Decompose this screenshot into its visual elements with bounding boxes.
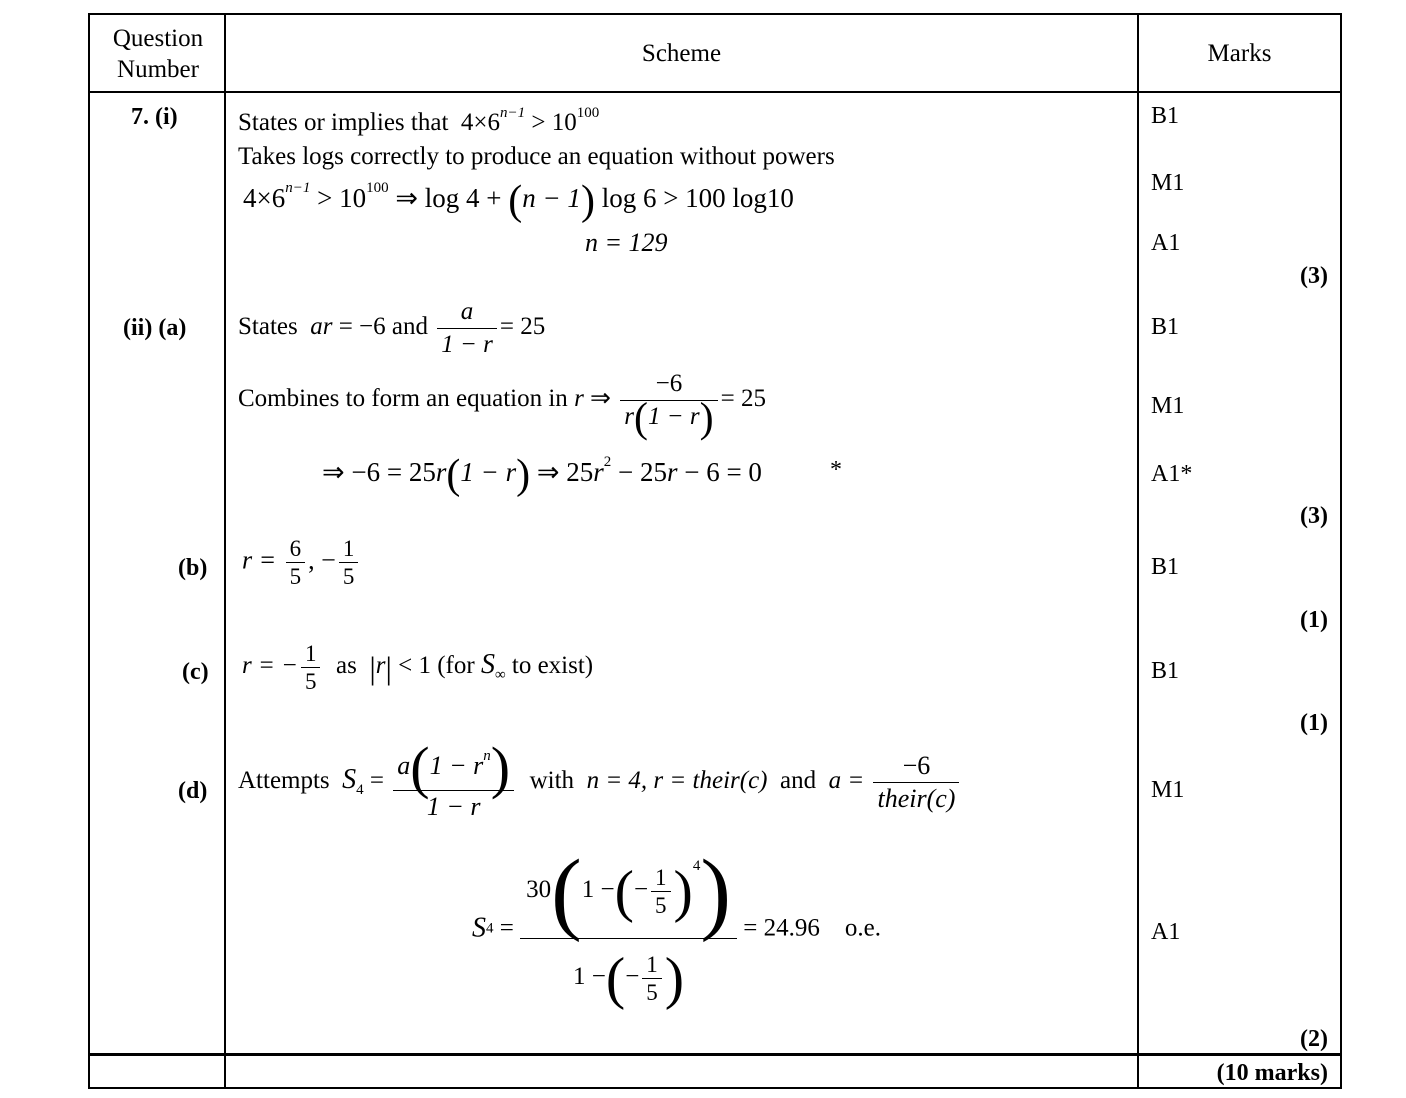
question-label-7iid: (d) (178, 778, 208, 804)
scheme-7i-states (238, 105, 600, 138)
scheme-7i-log-inequality (243, 177, 794, 224)
math-s4-eq: = (499, 914, 514, 942)
math-eq-d: − 6 = 0 (677, 457, 762, 487)
math-s: S (480, 649, 495, 681)
header-marks: Marks (1207, 40, 1272, 67)
scheme-7iid-s4-result (472, 842, 881, 1015)
math-ineq-lhs: 4×6 (460, 109, 500, 136)
total-7iib: (1) (1300, 607, 1328, 633)
math-log-rhs-b: n − 1 (522, 183, 581, 213)
math-log-rhs-a: ⇒ log 4 + (388, 183, 509, 213)
math-eq-in: 1 − r (460, 457, 517, 487)
math-frac-eq: = 25 (499, 313, 546, 341)
math-r: r (574, 385, 584, 413)
math-r-eq: r = − (242, 652, 298, 680)
math-eq-exp: 2 (603, 454, 612, 470)
scheme-7iia-states (238, 296, 545, 361)
math-result: = 24.96 (743, 914, 820, 942)
math-eq-r: r (435, 457, 447, 487)
scheme-7i-takes-logs: Takes logs correctly to produce an equation without powers (238, 143, 835, 170)
math-s-sub: ∞ (494, 667, 506, 684)
math-log-gt: > 10 (310, 183, 367, 213)
math-a-eq: a = (828, 767, 865, 795)
math-s4: S (472, 912, 486, 944)
math-log-exp: n−1 (285, 180, 311, 196)
paren-open: ( (508, 177, 523, 224)
header-question-number: Question Number (112, 25, 204, 83)
question-label-7iia: (ii) (a) (123, 315, 187, 341)
total-7iid: (2) (1300, 1026, 1328, 1052)
text-oe: o.e. (844, 914, 881, 942)
header-scheme: Scheme (641, 40, 722, 67)
abs-bar-right: | (385, 649, 392, 686)
table-border-left (88, 13, 90, 1089)
mark-7iia-1: B1 (1151, 314, 1180, 340)
text-as: as (335, 652, 357, 680)
table-col-divider-1 (224, 13, 226, 1089)
asterisk-mark: * (830, 457, 842, 483)
mark-7iia-3: A1* (1151, 461, 1193, 487)
math-log-lhs: 4×6 (243, 183, 286, 213)
math-s4-sub: 4 (486, 920, 494, 937)
math-ineq-gt: > 10 (525, 109, 577, 136)
text-states-a: States (238, 313, 298, 341)
table-border-bottom (88, 1087, 1342, 1089)
math-sep: , − (308, 545, 336, 575)
math-s: S (342, 764, 357, 796)
math-s-sub: 4 (356, 782, 364, 799)
text-with: with (529, 767, 575, 795)
fraction-6-5: $\frac{6}{5}$ (286, 535, 306, 590)
math-arrow: ⇒ (583, 385, 611, 413)
fraction-sum-formula: $\frac{a(1 - r^n)}{1 - r}$ (393, 742, 514, 823)
fraction-s4-evaluation: 30(1 −(− $\frac{1}{5}$ )$^4$) 1 −(− $\frac{1}{5}$ ) (520, 842, 737, 1015)
math-ar: ar (310, 313, 333, 341)
mark-7iia-2: M1 (1151, 393, 1185, 419)
text-combines: Combines to form an equation in (238, 385, 568, 413)
abs-bar-left: | (369, 649, 376, 686)
mark-7iic-1: B1 (1151, 658, 1180, 684)
num-one-minus: 1 − (581, 876, 615, 903)
mark-7i-1: B1 (1151, 103, 1180, 129)
math-r-eq: r = (242, 545, 277, 575)
math-eq-r3: r (666, 457, 678, 487)
math-eq: = (369, 767, 385, 795)
math-ineq-exp: n−1 (500, 105, 526, 121)
num-30: 30 (526, 876, 552, 903)
text-attempts: Attempts (238, 767, 330, 795)
scheme-7iia-equation (322, 451, 762, 498)
math-log-exp2: 100 (366, 180, 389, 196)
question-label-7iic: (c) (182, 659, 209, 685)
table-header-divider (88, 91, 1342, 93)
num-minus: − (633, 876, 649, 903)
math-eq-a: ⇒ −6 = 25 (322, 457, 436, 487)
math-cond: n = 4, r = their(c) (586, 767, 768, 795)
total-10-marks: (10 marks) (1216, 1060, 1328, 1086)
mark-7iib-1: B1 (1151, 554, 1180, 580)
mark-7i-2: M1 (1151, 170, 1185, 196)
question-label-7i: 7. (i) (131, 104, 178, 130)
fraction-1-5: $\frac{1}{5}$ (339, 535, 359, 590)
table-col-divider-2 (1137, 13, 1139, 1089)
table-footer-divider (88, 1053, 1342, 1056)
paren-open: ( (446, 451, 461, 498)
den-minus: − (625, 963, 640, 990)
paren-close: ) (580, 177, 595, 224)
math-frac2-eq: = 25 (720, 385, 766, 413)
scheme-7iic (242, 640, 593, 695)
math-eq-b: ⇒ 25 (530, 457, 594, 487)
fraction-minus6-over-r: $\frac{-6}{r(1 - r)}$ (620, 368, 717, 433)
total-7iic: (1) (1300, 710, 1328, 736)
table-border-top (88, 13, 1342, 15)
mark-7iid-2: A1 (1151, 919, 1181, 945)
table-border-right (1340, 13, 1342, 1089)
fraction-1-5: $\frac{1}{5}$ (301, 640, 321, 695)
question-label-7iib: (b) (178, 555, 208, 581)
scheme-7iid-attempts (238, 735, 962, 823)
text-to-exist: to exist) (505, 652, 594, 680)
math-ar-eq: = −6 and (332, 313, 428, 341)
scheme-7i-n-result: n = 129 (585, 228, 668, 257)
scheme-7iia-combines (238, 368, 766, 442)
math-eq-c: − 25 (611, 457, 667, 487)
paren-close: ) (516, 451, 531, 498)
text-states: States or implies that (238, 109, 449, 136)
mark-7i-3: A1 (1151, 230, 1181, 256)
math-ineq-exp2: 100 (576, 105, 600, 121)
mark-7iid-1: M1 (1151, 777, 1185, 803)
fraction-a-value: $\frac{-6}{\text{their(c)}}$ (873, 750, 959, 815)
total-7i: (3) (1300, 263, 1328, 289)
scheme-7iib (242, 535, 361, 590)
total-7iia: (3) (1300, 503, 1328, 529)
num-exp-4: 4 (692, 858, 701, 874)
text-and: and (780, 767, 817, 795)
den-one-minus: 1 − (573, 963, 606, 990)
math-eq-r2: r (593, 457, 604, 487)
fraction-a-over-1-minus-r: $\frac{a}{1 - r}$ (437, 296, 497, 361)
math-log-rhs-c: log 6 > 100 log10 (594, 183, 794, 213)
math-lt1: < 1 (for (391, 652, 475, 680)
math-abs-r: r (375, 652, 386, 680)
